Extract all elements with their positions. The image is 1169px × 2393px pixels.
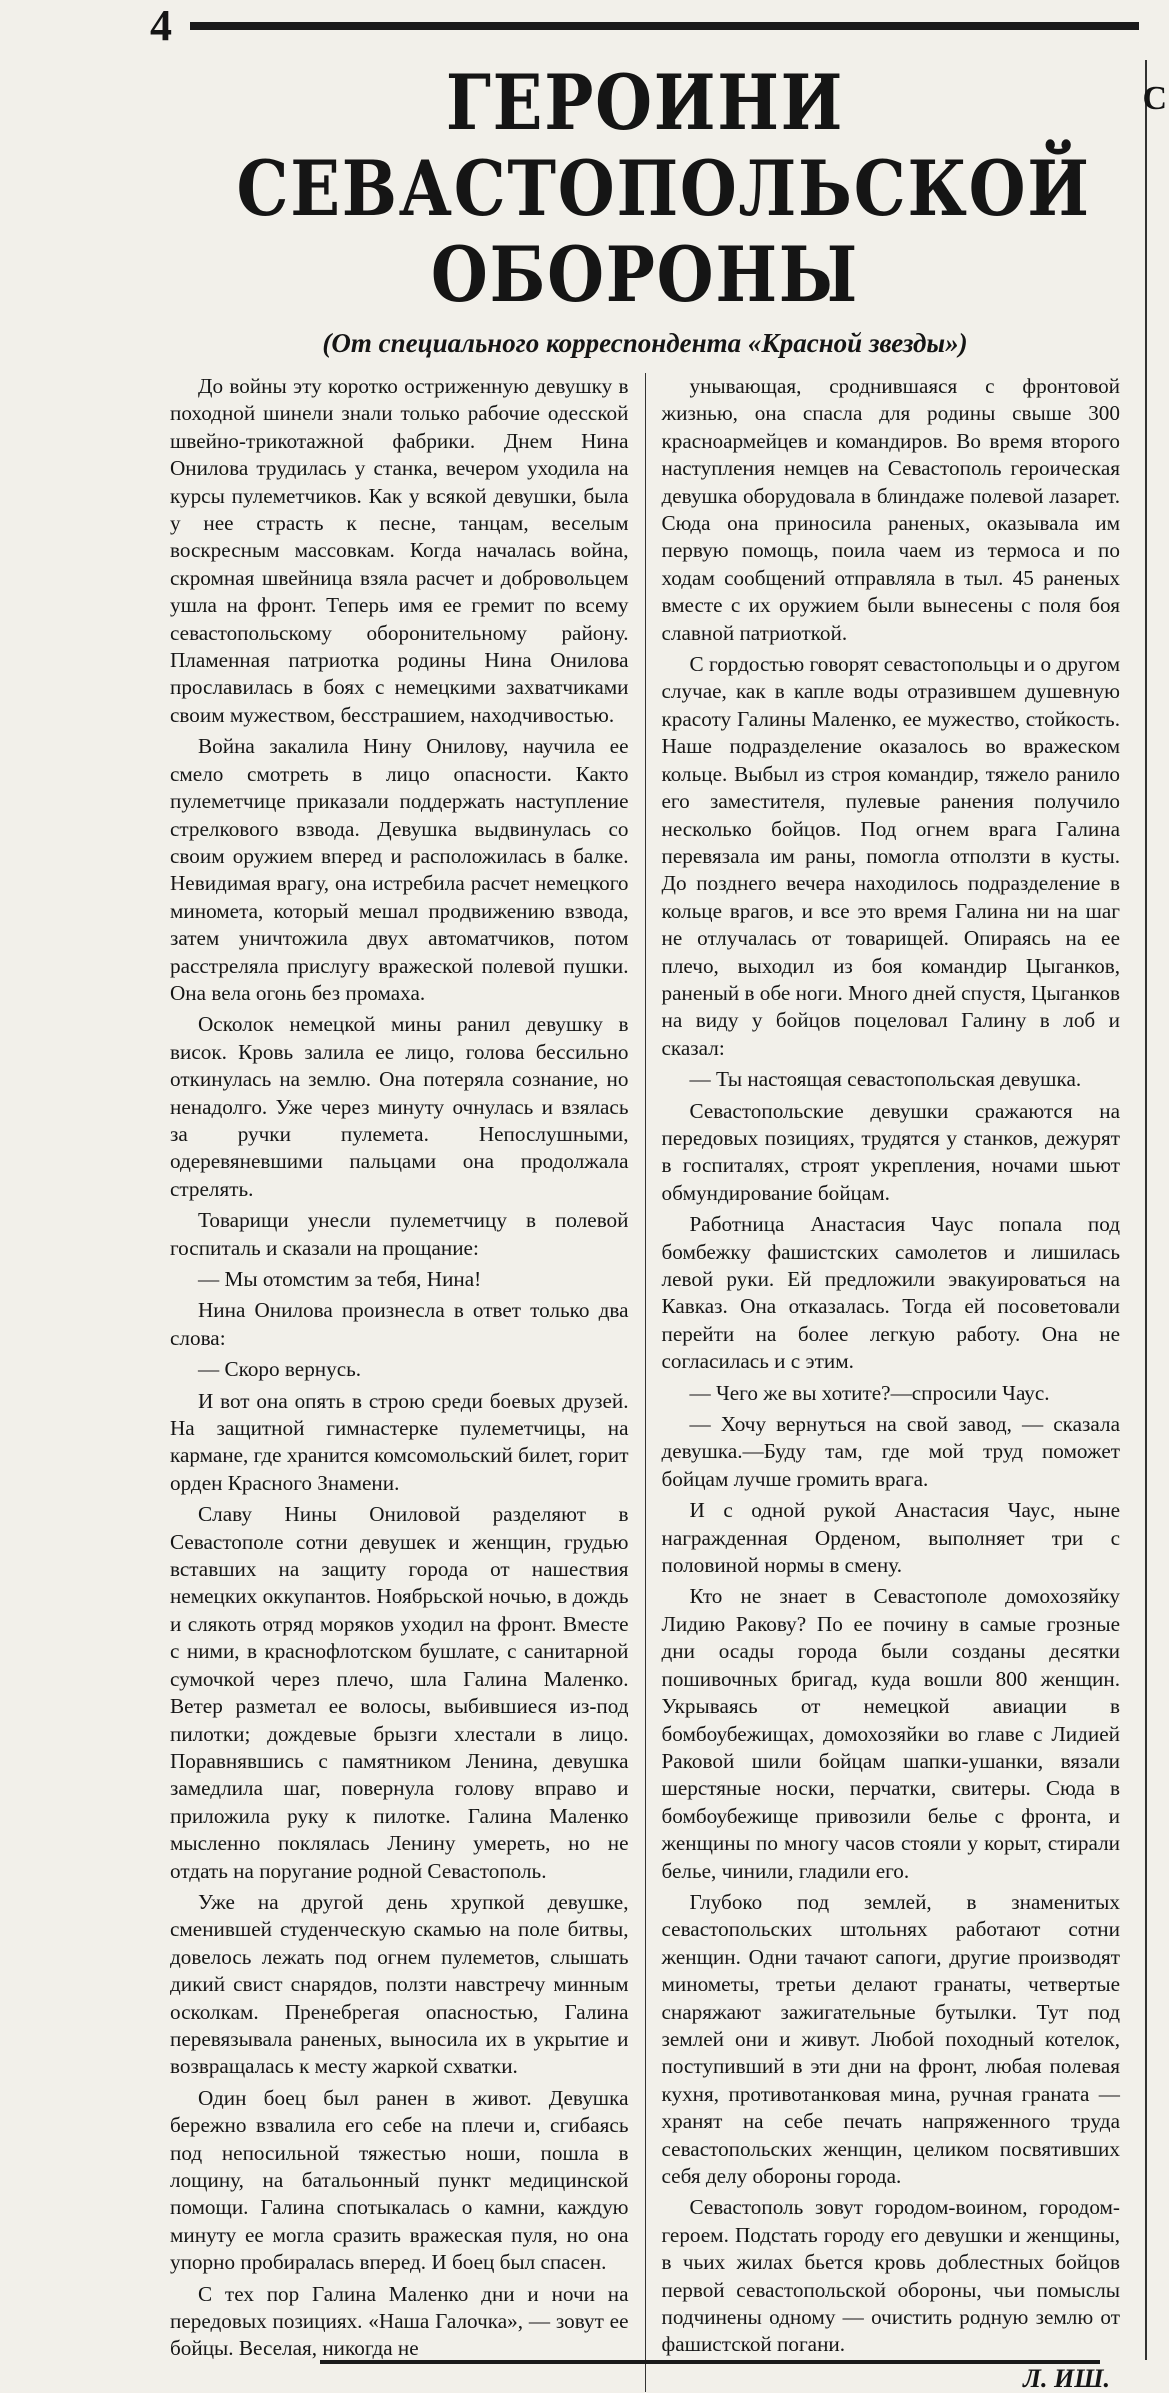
left-column xyxy=(170,373,645,2392)
page-number: 4 xyxy=(150,1,172,50)
paragraph: И вот она опять в строю среди боевых друзей. На защитной гимнастерке пулеметчицы, на кармане, где хранится комсомольский билет, горит орден Красного Знамени. xyxy=(170,1388,629,1495)
paragraph: Кто не знает в Севастополе домохозяйку Лидию Ракову? По ее почину в самые грозные дни осады города были созданы десятки пошивочных бригад, куда вошли 800 женщин. Укрываясь от немецкой авиации в бомбоубежищах, домохозяйки во главе с Лидией Раковой шили бойцам шапки-ушанки, вязали шерстяные носки, перчатки, свитеры. Сюда в бомбоубежище привозили белье с фронта, и женщины по многу часов стояли у корыт, стирали белье, чинили, гладили его. xyxy=(661,1584,1120,1883)
article-columns xyxy=(170,373,1120,2392)
right-column xyxy=(645,373,1121,2392)
subheadline: (От специального корреспондента «Красной звезды») xyxy=(322,328,968,358)
paragraph: унывающая, сроднившаяся с фронтовой жизнью, она спасла для родины свыше 300 красноармейцев и командиров. Во время второго наступления немцев на Севастополь героическая девушка оборудовала в блиндаже полевой лазарет. Сюда она приносила раненых, оказывала им первую помощь, поила чаем из термоса и по ходам сообщений отправляла в тыл. 45 раненых вместе с их оружием были вынесены с поля боя славной патриоткой. xyxy=(661,374,1120,645)
paragraph: Нина Онилова произнесла в ответ только два слова: xyxy=(170,1298,629,1350)
paragraph: Глубоко под землей, в знаменитых севастопольских штольнях работают сотни женщин. Одни тачают сапоги, другие производят минометы, третьи делают гранаты, четвертые снаряжают зажигательные бутылки. Тут под землей они и живут. Любой походный котелок, поступивший в эти дни на фронт, любая полевая кухня, противотанковая мина, ручная граната — хранят на себе печать напряженного труда севастопольских женщин, целиком посвятивших себя делу обороны города. xyxy=(661,1889,1120,2188)
paragraph: Славу Нины Ониловой разделяют в Севастополе сотни девушек и женщин, грудью вставших на защиту города от нашествия немецких оккупантов. Ноябрьской ночью, в дождь и слякоть отряд моряков уходил на фронт. Вместе с ними, в краснофлотском бушлате, с санитарной сумочкой через плечо, шла Галина Маленко. Ветер разметал ее волосы, выбившиеся из-под пилотки; дождевые брызги хлестали в лицо. Поравнявшись с памятником Ленина, девушка замедлила шаг, повернула голову вправо и приложила руку к пилотке. Галина Маленко мысленно поклялась Ленину умереть, но не отдать на поругание родной Севастополь. xyxy=(170,1502,629,1883)
headline: ГЕРОИНИ СЕВАСТОПОЛЬСКОЙ ОБОРОНЫ xyxy=(236,58,1091,319)
paragraph: С тех пор Галина Маленко дни и ночи на передовых позициях. «Наша Галочка», — зовут ее бойцы. Веселая, никогда не xyxy=(170,2281,629,2361)
adjacent-column-letter: С xyxy=(1142,80,1167,117)
paragraph: Один боец был ранен в живот. Девушка бережно взвалила его себе на плечи и, сгибаясь под непосильной тяжестью ноши, пошла в лощину, на батальонный пункт медицинской помощи. Галина спотыкалась о камни, каждую минуту ее могла сразить вражеская пуля, но она упорно пробиралась вперед. И боец был спасен. xyxy=(170,2085,629,2275)
paragraph: — Мы отомстим за тебя, Нина! xyxy=(198,1267,482,1291)
article xyxy=(170,60,1120,2392)
author-signature: Л. ИШ. xyxy=(1023,2363,1110,2393)
paragraph: — Хочу вернуться на свой завод, — сказала девушка.—Буду там, где мой труд поможет бойцам лучше громить врага. xyxy=(661,1412,1120,1491)
paragraph: И с одной рукой Анастасия Чаус, ныне награжденная Орденом, выполняет три с половиной нормы в смену. xyxy=(661,1498,1120,1578)
paragraph: Уже на другой день хрупкой девушке, сменившей студенческую скамью на поле битвы, довелось лежать под огнем пулеметов, слышать дикий свист снарядов, ползти навстречу минным осколкам. Пренебрегая опасностью, Галина перевязывала раненых, выносила их в укрытие и возвращалась к месту жаркой схватки. xyxy=(170,1889,629,2079)
paragraph: Севастополь зовут городом-воином, городом-героем. Подстать городу его девушки и женщины, в чьих жилах бьется кровь доблестных бойцов первой севастопольской обороны, чьи помыслы подчинены одному — очистить родную землю от фашистской погани. xyxy=(661,2195,1120,2357)
paragraph: — Чего же вы хотите?—спросили Чаус. xyxy=(689,1380,1050,1405)
top-rule xyxy=(190,22,1139,30)
paragraph: До войны эту коротко остриженную девушку в походной шинели знали только рабочие одесской швейно-трикотажной фабрики. Днем Нина Онилова трудилась у станка, вечером уходила на курсы пулеметчиков. Как у всякой девушки, была у нее страсть к песне, танцам, веселым воскресным массовкам. Когда началась война, скромная швейница взяла расчет и добровольцем ушла на фронт. Теперь имя ее гремит по всему севастопольскому оборонительному району. Пламенная патриотка родины Нина Онилова прославилась в боях с немецкими захватчиками своим мужеством, бесстрашием, находчивостью. xyxy=(170,374,629,727)
paragraph: Севастопольские девушки сражаются на передовых позициях, трудятся у станков, дежурят в госпиталях, строят укрепления, ночами шьют обмундирование бойцам. xyxy=(661,1098,1120,1205)
bottom-rule xyxy=(320,2360,1100,2364)
paragraph: Товарищи унесли пулеметчицу в полевой госпиталь и сказали на прощание: xyxy=(170,1208,629,1260)
paragraph: Осколок немецкой мины ранил девушку в висок. Кровь залила ее лицо, голова бессильно откинулась на землю. Она потеряла сознание, но ненадолго. Уже через минуту очнулась и взялась за ручки пулемета. Непослушными, одеревяневшими пальцами она продолжала стрелять. xyxy=(170,1012,629,1201)
paragraph: — Скоро вернусь. xyxy=(198,1357,362,1382)
paragraph: — Ты настоящая севастопольская девушка. xyxy=(689,1067,1082,1092)
adjacent-column-edge xyxy=(1142,60,1169,2360)
paragraph: Работница Анастасия Чаус попала под бомбежку фашистских самолетов и лишилась левой руки. Ей предложили эвакуироваться на Кавказ. Она отказалась. Тогда ей посоветовали перейти на более легкую работу. Она не согласилась и с этим. xyxy=(661,1212,1120,1374)
paragraph: Война закалила Нину Онилову, научила ее смело смотреть в лицо опасности. Както пулеметчице приказали поддержать наступление стрелкового взвода. Девушка выдвинулась со своим оружием вперед и расположилась в балке. Невидимая врагу, она истребила расчет немецкого миномета, который мешал продвижению взвода, затем уничтожила двух автоматчиков, потом расстреляла прислугу вражеской полевой пушки. Она вела огонь без промаха. xyxy=(170,734,629,1005)
paragraph: С гордостью говорят севастопольцы и о другом случае, как в капле воды отразившем душевную красоту Галины Маленко, ее мужество, стойкость. Наше подразделение оказалось во вражеском кольце. Выбыл из строя командир, тяжело ранило его заместителя, пулевые ранения получило несколько бойцов. Под огнем врага Галина перевязала им раны, помогла отползти в кусты. До позднего вечера находилось подразделение в кольце врагов, и все это время Галина ни на шаг не отлучалась от товарищей. Опираясь на ее плечо, выходил из боя командир Цыганков, раненый в обе ноги. Много дней спустя, Цыганков на виду у бойцов поцеловал Галину в лоб и сказал: xyxy=(661,652,1120,1060)
